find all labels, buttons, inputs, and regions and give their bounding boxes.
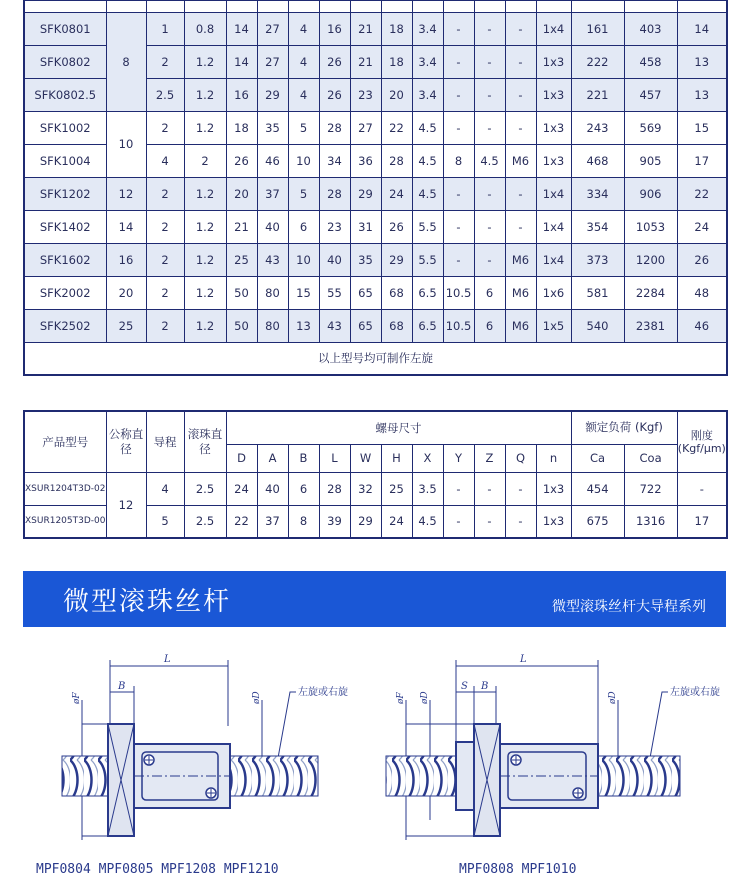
cell-L: 28 [319,177,350,210]
cell-H: 68 [381,276,412,309]
banner-subtitle: 微型滚珠丝杆大导程系列 [552,599,706,615]
cell-W: 21 [350,12,381,45]
cell-Y: - [443,472,474,505]
cell-W: 23 [350,78,381,111]
cell-Q: - [505,177,536,210]
cell-D: 50 [226,309,257,342]
cell-Ca: 468 [571,144,624,177]
cell-D: 26 [226,144,257,177]
cell-dia: 20 [106,276,146,309]
spec-table-xsur [23,410,728,539]
cell-Z: 4.5 [474,144,505,177]
cell-Q: - [505,78,536,111]
cell-Z: - [474,472,505,505]
cell-rigidity: - [677,472,727,505]
header-D: D [226,444,257,472]
cell-Y: 8 [443,144,474,177]
cell-Y: 10.5 [443,276,474,309]
cell-L: 23 [319,210,350,243]
cell-A: 80 [257,276,288,309]
header-Ca: Ca [571,444,624,472]
cell-Ca: 540 [571,309,624,342]
table-row [24,243,727,276]
cell-A: 27 [257,45,288,78]
cell-D: 22 [226,505,257,538]
cell-Z: 6 [474,276,505,309]
cell-Ca: 581 [571,276,624,309]
cell-lead: 2 [146,111,184,144]
cell-D: 14 [226,45,257,78]
banner-title: 微型滚珠丝杆 [63,587,232,617]
dim-label-F: øF [396,692,406,704]
cell-Q: - [505,111,536,144]
cell-ball: 2.5 [184,472,226,505]
cell-Coa: 1053 [624,210,677,243]
cell-n: 1x3 [536,472,571,505]
cell-Coa: 905 [624,144,677,177]
cell-lead: 2 [146,243,184,276]
cell-dia: 10 [106,111,146,177]
cell-n: 1x4 [536,12,571,45]
cell-H: 25 [381,472,412,505]
cell-H: 22 [381,111,412,144]
cell-W: 29 [350,177,381,210]
cell-X: 6.5 [412,309,443,342]
cell-rig: 22 [677,177,727,210]
table-row [24,111,727,144]
cell-rig: 46 [677,309,727,342]
cell-A: 40 [257,210,288,243]
cell-Q: - [505,12,536,45]
cell-Ca: 354 [571,210,624,243]
cell-lead: 2 [146,45,184,78]
header-H: H [381,444,412,472]
cell-dia: 16 [106,243,146,276]
cell-D: 50 [226,276,257,309]
cell-D: 18 [226,111,257,144]
cell-W: 35 [350,243,381,276]
cell-Coa: 458 [624,45,677,78]
cell-Y: - [443,505,474,538]
cell-model: SFK2502 [24,309,106,342]
cell-n: 1x4 [536,210,571,243]
dim-label-S: S [461,681,468,692]
cell-lead: 4 [146,144,184,177]
cell-n: 1x3 [536,78,571,111]
header-W: W [350,444,381,472]
cell-lead: 5 [146,505,184,538]
cell-model: SFK1004 [24,144,106,177]
cell-B: 4 [288,12,319,45]
cell-Y: - [443,177,474,210]
cell-Ca: 222 [571,45,624,78]
cell-model: SFK1002 [24,111,106,144]
cell-lead: 2.5 [146,78,184,111]
cell-D: 14 [226,12,257,45]
cell-Q: M6 [505,243,536,276]
cell-n: 1x3 [536,144,571,177]
header-rated-load: 额定负荷 (Kgf) [571,411,677,444]
cell-B: 8 [288,505,319,538]
header-ball-diameter: 滚珠直径 [184,411,226,472]
cell-model: SFK1202 [24,177,106,210]
cell-W: 65 [350,309,381,342]
dim-label-L: L [164,654,171,665]
cell-ball: 1.2 [184,45,226,78]
cell-Y: - [443,45,474,78]
cell-ball: 1.2 [184,309,226,342]
cell-Ca: 454 [571,472,624,505]
dim-label-D-right: øD [608,691,618,704]
cell-A: 37 [257,505,288,538]
cell-rig: 26 [677,243,727,276]
cell-Q: - [505,45,536,78]
cell-B: 6 [288,472,319,505]
cell-L: 40 [319,243,350,276]
cell-n: 1x3 [536,505,571,538]
cell-L: 16 [319,12,350,45]
header-B: B [288,444,319,472]
cell-rig: 48 [677,276,727,309]
cell-Coa: 722 [624,472,677,505]
section-banner [23,571,726,627]
header-nut-dimensions: 螺母尺寸 [226,411,571,444]
header-Coa: Coa [624,444,677,472]
cell-model: XSUR1204T3D-02 [24,472,106,505]
cell-Coa: 569 [624,111,677,144]
cell-rig: 15 [677,111,727,144]
cell-Y: 10.5 [443,309,474,342]
cell-H: 20 [381,78,412,111]
cell-Z: - [474,45,505,78]
cell-ball: 1.2 [184,177,226,210]
cell-Ca: 373 [571,243,624,276]
cell-ball: 1.2 [184,78,226,111]
cell-X: 3.4 [412,78,443,111]
cell-rig: 24 [677,210,727,243]
cell-rig: 17 [677,144,727,177]
cell-H: 18 [381,12,412,45]
cell-ball: 0.8 [184,12,226,45]
cell-X: 5.5 [412,210,443,243]
cell-dia: 14 [106,210,146,243]
cell-W: 31 [350,210,381,243]
cell-Coa: 906 [624,177,677,210]
header-rigidity: 刚度 (Kgf/μm) [677,411,727,472]
dim-label-B: B [118,681,126,692]
technical-drawings [0,640,750,878]
header-L: L [319,444,350,472]
cell-n: 1x3 [536,45,571,78]
table-footnote-row [24,342,727,375]
cell-A: 27 [257,12,288,45]
note-left-right-hand: 左旋或右旋 [670,687,720,698]
cell-n: 1x4 [536,243,571,276]
cell-L: 39 [319,505,350,538]
cell-model: SFK0802 [24,45,106,78]
cell-Z: - [474,243,505,276]
cell-Y: - [443,111,474,144]
table-row [24,309,727,342]
cell-nominal-diameter: 12 [106,472,146,538]
cell-ball: 1.2 [184,243,226,276]
cell-B: 5 [288,111,319,144]
cell-dia: 25 [106,309,146,342]
cell-H: 29 [381,243,412,276]
cell-B: 10 [288,144,319,177]
cell-model: XSUR1205T3D-00 [24,505,106,538]
dim-label-L: L [520,654,527,665]
table-footnote: 以上型号均可制作左旋 [24,342,727,375]
header-n: n [536,444,571,472]
dim-label-B: B [481,681,489,692]
cell-lead: 2 [146,210,184,243]
cell-ball: 1.2 [184,111,226,144]
cell-lead: 2 [146,309,184,342]
cell-X: 4.5 [412,177,443,210]
cell-D: 25 [226,243,257,276]
cell-Coa: 2381 [624,309,677,342]
cell-D: 21 [226,210,257,243]
cell-ball: 2.5 [184,505,226,538]
cell-A: 80 [257,309,288,342]
cell-H: 68 [381,309,412,342]
header-nominal-diameter: 公称直径 [106,411,146,472]
cell-L: 43 [319,309,350,342]
drawing-right [386,654,720,840]
cell-model: SFK1402 [24,210,106,243]
header-model: 产品型号 [24,411,106,472]
cell-X: 4.5 [412,111,443,144]
cell-Ca: 675 [571,505,624,538]
cell-Q: - [505,210,536,243]
cell-Q: - [505,472,536,505]
cell-Y: - [443,12,474,45]
cell-n: 1x4 [536,177,571,210]
cell-Z: - [474,12,505,45]
table-row [24,472,727,505]
cell-rig: 14 [677,12,727,45]
header-Y: Y [443,444,474,472]
cell-L: 26 [319,45,350,78]
cell-L: 28 [319,472,350,505]
cell-Z: - [474,505,505,538]
cell-Z: - [474,78,505,111]
cell-D: 20 [226,177,257,210]
cell-W: 21 [350,45,381,78]
cell-Z: - [474,177,505,210]
cell-L: 55 [319,276,350,309]
note-left-right-hand: 左旋或右旋 [298,687,348,698]
cell-A: 37 [257,177,288,210]
cell-X: 3.5 [412,472,443,505]
cell-ball: 2 [184,144,226,177]
table-row [24,177,727,210]
cell-L: 26 [319,78,350,111]
cell-H: 18 [381,45,412,78]
drawing-left [62,654,348,840]
cell-rig: 13 [677,45,727,78]
cell-Q: - [505,505,536,538]
cell-W: 27 [350,111,381,144]
header-A: A [257,444,288,472]
cell-Coa: 2284 [624,276,677,309]
cell-Ca: 221 [571,78,624,111]
cell-ball: 1.2 [184,210,226,243]
cell-Y: - [443,243,474,276]
cell-X: 3.4 [412,12,443,45]
caption-right-models: MPF0808 MPF1010 [459,862,577,877]
cell-Coa: 403 [624,12,677,45]
cell-model: SFK2002 [24,276,106,309]
cell-H: 28 [381,144,412,177]
cell-Z: - [474,111,505,144]
cell-W: 32 [350,472,381,505]
cell-rig: 13 [677,78,727,111]
cell-L: 28 [319,111,350,144]
cell-H: 24 [381,505,412,538]
header-Z: Z [474,444,505,472]
dim-label-D-left: øD [420,691,430,704]
cell-W: 29 [350,505,381,538]
table-header-stub [24,0,727,12]
cell-B: 10 [288,243,319,276]
cell-B: 4 [288,78,319,111]
cell-Ca: 243 [571,111,624,144]
cell-Y: - [443,210,474,243]
header-Q: Q [505,444,536,472]
cell-X: 5.5 [412,243,443,276]
cell-A: 43 [257,243,288,276]
cell-B: 5 [288,177,319,210]
cell-B: 6 [288,210,319,243]
cell-H: 24 [381,177,412,210]
cell-lead: 2 [146,177,184,210]
table-row [24,12,727,45]
cell-A: 46 [257,144,288,177]
dim-label-D: øD [252,691,262,704]
header-lead: 导程 [146,411,184,472]
cell-n: 1x5 [536,309,571,342]
cell-Z: - [474,210,505,243]
cell-n: 1x3 [536,111,571,144]
cell-H: 26 [381,210,412,243]
cell-D: 24 [226,472,257,505]
cell-Y: - [443,78,474,111]
cell-Z: 6 [474,309,505,342]
cell-Coa: 1200 [624,243,677,276]
cell-A: 29 [257,78,288,111]
table-row [24,276,727,309]
cell-B: 4 [288,45,319,78]
cell-model: SFK1602 [24,243,106,276]
table-row [24,210,727,243]
cell-X: 4.5 [412,505,443,538]
cell-D: 16 [226,78,257,111]
cell-Coa: 457 [624,78,677,111]
cell-L: 34 [319,144,350,177]
dim-label-F: øF [72,692,82,704]
spec-table-sfk [23,0,728,376]
cell-B: 13 [288,309,319,342]
cell-Ca: 161 [571,12,624,45]
cell-W: 36 [350,144,381,177]
caption-left-models: MPF0804 MPF0805 MPF1208 MPF1210 [36,862,279,877]
cell-model: SFK0801 [24,12,106,45]
cell-rigidity: 17 [677,505,727,538]
cell-B: 15 [288,276,319,309]
cell-A: 35 [257,111,288,144]
cell-W: 65 [350,276,381,309]
cell-ball: 1.2 [184,276,226,309]
cell-Ca: 334 [571,177,624,210]
cell-X: 6.5 [412,276,443,309]
cell-Q: M6 [505,144,536,177]
cell-Q: M6 [505,309,536,342]
cell-dia: 8 [106,12,146,111]
cell-A: 40 [257,472,288,505]
cell-n: 1x6 [536,276,571,309]
cell-lead: 4 [146,472,184,505]
cell-X: 3.4 [412,45,443,78]
cell-X: 4.5 [412,144,443,177]
cell-lead: 2 [146,276,184,309]
cell-Q: M6 [505,276,536,309]
cell-lead: 1 [146,12,184,45]
cell-dia: 12 [106,177,146,210]
cell-Coa: 1316 [624,505,677,538]
header-X: X [412,444,443,472]
cell-model: SFK0802.5 [24,78,106,111]
